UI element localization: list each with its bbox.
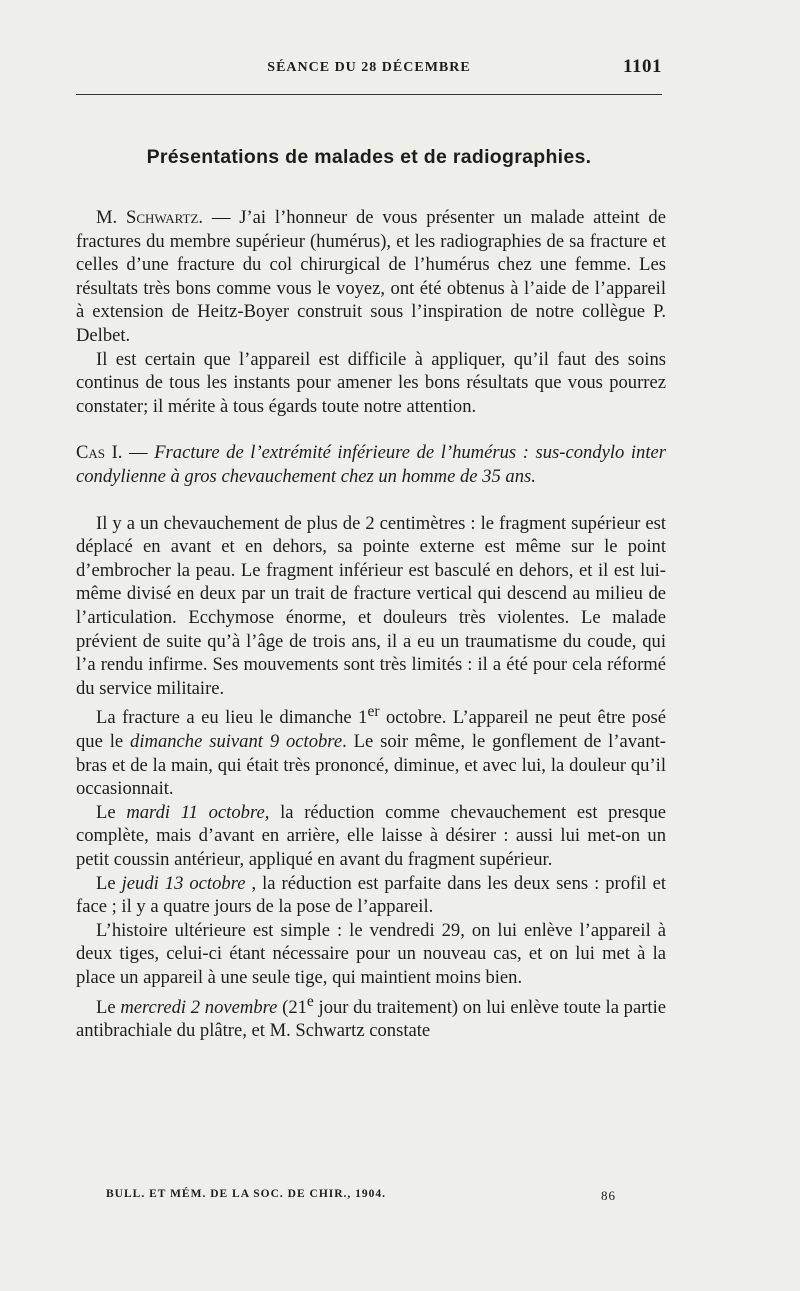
running-header: [76, 56, 662, 86]
signature-mark: 86: [601, 1188, 616, 1203]
intro-paragraph-1: [76, 206, 666, 348]
header-rule: [76, 94, 662, 95]
case-label: Cas I.: [76, 442, 123, 464]
page-footer: [106, 1188, 616, 1203]
spacer: [76, 489, 666, 512]
journal-reference: BULL. ET MÉM. DE LA SOC. DE CHIR., 1904.: [106, 1188, 387, 1200]
paragraph-6: Le mercredi 2 novembre (21e jour du traitement) on lui enlève toute la partie antibrachiale du plâtre, et M. Schwartz constate: [76, 992, 666, 1042]
spacer: [76, 418, 666, 441]
paragraph-3: Le mardi 11 octobre, la réduction comme chevauchement est presque complète, mais d’avant en arrière, elle laisse à désirer : aussi lui met-on un petit coussin antérieur, appliqué en avant du fragment supérieur.: [76, 801, 667, 871]
body-text: [76, 206, 666, 1043]
case-title: Fracture de l’extrémité inférieure de l’humérus : sus-condylo inter condylienne à gros chevauchement chez un homme de 35 ans.: [76, 442, 666, 487]
section-title: Présentations de malades et de radiographies.: [146, 146, 592, 168]
case-dash: —: [122, 442, 155, 464]
paragraph-2: La fracture a eu lieu le dimanche 1er octobre. L’appareil ne peut être posé que le dimanche suivant 9 octobre. Le soir même, le gonflement de l’avant-bras et de la main, qui était très prononcé, diminue, et avec lui, la douleur qu’il occasionnait.: [76, 703, 666, 800]
case-heading: [76, 441, 666, 488]
paragraph-1: Il y a un chevauchement de plus de 2 centimètres : le fragment supérieur est déplacé en avant et en dehors, sa pointe externe est même sur le point d’embrocher la peau. Le fragment inférieur est basculé en dehors, et il est lui-même divisé en deux par un trait de fracture vertical qui descend au milieu de l’articulation. Ecchymose énorme, et douleurs très violentes. Le malade prévient de suite qu’à l’âge de trois ans, il a eu un traumatisme du coude, qui l’a rendu infirme. Ses mouvements sont très limités : il a été pour cela réformé du service militaire.: [76, 512, 666, 699]
intro-text-1: — J’ai l’honneur de vous présenter un malade atteint de fractures du membre supérieur (humérus), et les radiographies de sa fracture et celles d’une fracture du col chirurgical de l’humérus chez une femme. Les résultats très bons comme vous le voyez, ont été obtenus à l’aide de l’appareil à extension de Heitz-Boyer construit sous l’inspiration de notre collègue P. Delbet.: [76, 207, 666, 346]
paragraph-5: L’histoire ultérieure est simple : le vendredi 29, on lui enlève l’appareil à deux tiges, celui-ci étant nécessaire pour un nouveau cas, et on lui met à la place un appareil à une seule tige, qui maintient moins bien.: [76, 919, 666, 988]
speaker-name: M. Schwartz.: [96, 207, 204, 228]
intro-paragraph-2: Il est certain que l’appareil est difficile à appliquer, qu’il faut des soins continus de tous les instants pour amener les bons résultats que vous pourrez constater; il mérite à tous égards toute notre attention.: [76, 348, 666, 417]
running-title: SÉANCE DU 28 DÉCEMBRE: [267, 60, 471, 75]
page-number: 1101: [623, 56, 662, 77]
paragraph-4: Le jeudi 13 octobre , la réduction est parfaite dans les deux sens : profil et face ; il y a quatre jours de la pose de l’appareil.: [76, 872, 666, 918]
